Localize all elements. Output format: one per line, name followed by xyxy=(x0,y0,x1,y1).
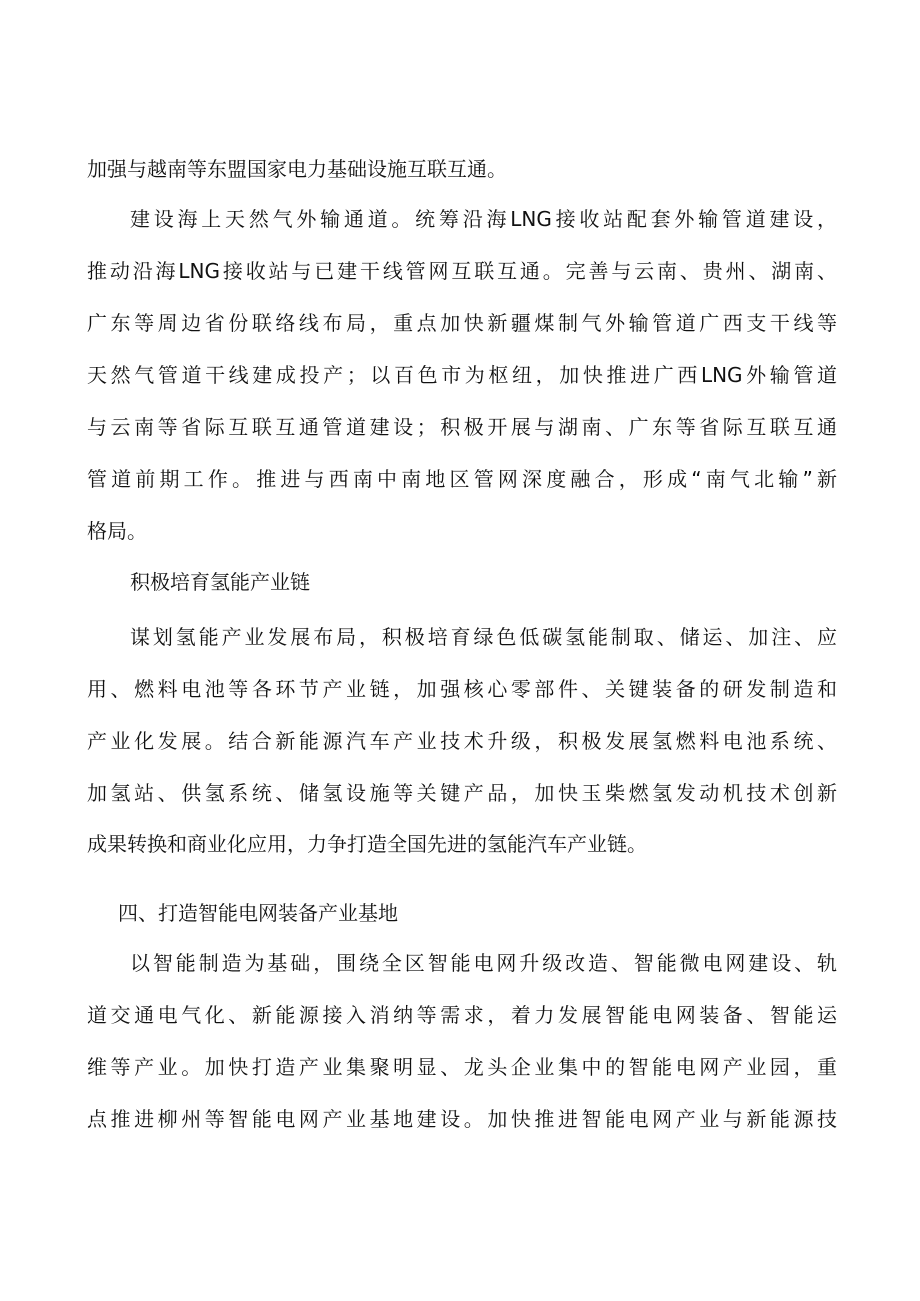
paragraph-line: 广东等周边省份联络线布局，重点加快新疆煤制气外输管道广西支干线等 xyxy=(87,311,837,335)
paragraph-line: 天然气管道干线建成投产；以百色市为枢纽，加快推进广西LNG外输管道 xyxy=(87,363,837,387)
paragraph-line: 以智能制造为基础，围绕全区智能电网升级改造、智能微电网建设、轨 xyxy=(130,951,837,975)
paragraph-line: 管道前期工作。推进与西南中南地区管网深度融合，形成“南气北输”新 xyxy=(87,467,837,491)
paragraph-line: 用、燃料电池等各环节产业链，加强核心零部件、关键装备的研发制造和 xyxy=(87,677,837,701)
paragraph-line: 推动沿海LNG接收站与已建干线管网互联互通。完善与云南、贵州、湖南、 xyxy=(87,259,837,283)
paragraph-line: 格局。 xyxy=(87,519,147,543)
paragraph-line: 建设海上天然气外输通道。统筹沿海LNG接收站配套外输管道建设， xyxy=(130,207,837,231)
section-heading: 积极培育氢能产业链 xyxy=(130,570,310,594)
paragraph-line: 点推进柳州等智能电网产业基地建设。加快推进智能电网产业与新能源技 xyxy=(87,1107,837,1131)
paragraph-line: 谋划氢能产业发展布局，积极培育绿色低碳氢能制取、储运、加注、应 xyxy=(130,625,837,649)
paragraph-line: 成果转换和商业化应用，力争打造全国先进的氢能汽车产业链。 xyxy=(87,832,647,856)
paragraph-line: 加氢站、供氢系统、储氢设施等关键产品，加快玉柴燃氢发动机技术创新 xyxy=(87,781,837,805)
paragraph-line: 加强与越南等东盟国家电力基础设施互联互通。 xyxy=(87,157,507,181)
paragraph-line: 道交通电气化、新能源接入消纳等需求，着力发展智能电网装备、智能运 xyxy=(87,1003,837,1027)
paragraph-line: 维等产业。加快打造产业集聚明显、龙头企业集中的智能电网产业园，重 xyxy=(87,1055,837,1079)
paragraph-line: 与云南等省际互联互通管道建设；积极开展与湖南、广东等省际互联互通 xyxy=(87,415,837,439)
chapter-heading: 四、打造智能电网装备产业基地 xyxy=(118,901,398,925)
paragraph-line: 产业化发展。结合新能源汽车产业技术升级，积极发展氢燃料电池系统、 xyxy=(87,729,837,753)
